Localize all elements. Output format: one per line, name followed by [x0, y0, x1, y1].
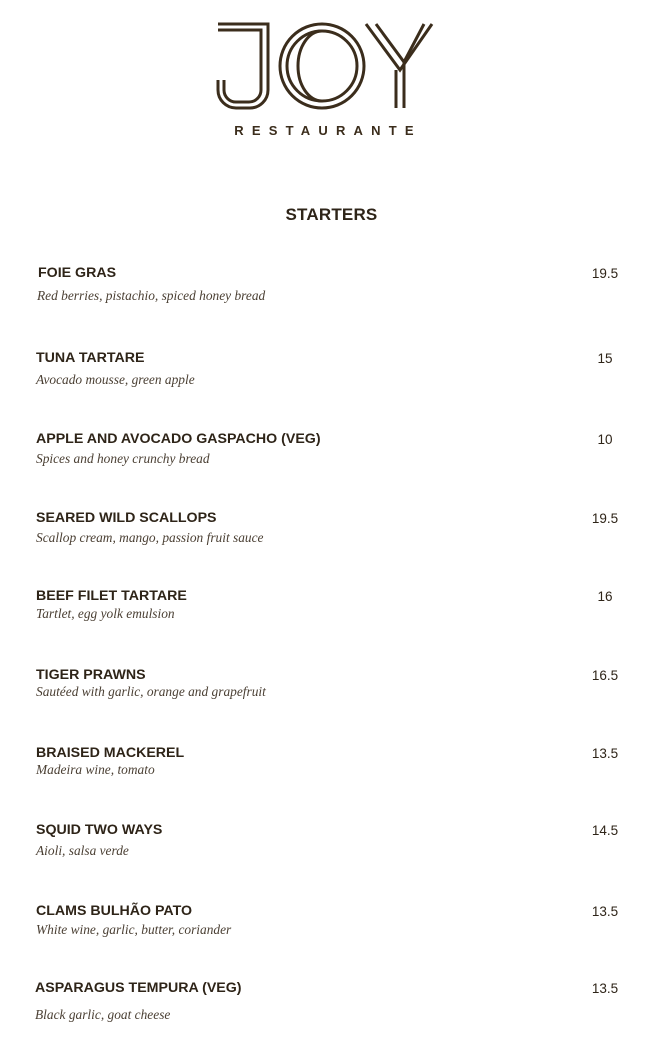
- menu-item: [0, 265, 663, 325]
- menu-item-description: Tartlet, egg yolk emulsion: [36, 606, 175, 621]
- menu-item-price: 19.5: [591, 266, 619, 281]
- menu-item-description: Scallop cream, mango, passion fruit sauce: [36, 530, 264, 545]
- joy-logo-wordmark: [214, 20, 436, 112]
- menu-item-price: 13.5: [591, 981, 619, 996]
- menu-item-description: Aioli, salsa verde: [36, 843, 129, 858]
- menu-item-description: Madeira wine, tomato: [36, 762, 155, 777]
- menu-item-name: BRAISED MACKEREL: [36, 745, 185, 761]
- menu-item-price: 13.5: [591, 904, 619, 919]
- menu-item-price: 16: [597, 589, 613, 604]
- menu-item-name: FOIE GRAS: [38, 265, 117, 281]
- menu-item: [0, 980, 663, 1040]
- menu-item-price: 16.5: [591, 668, 619, 683]
- menu-item-name: ASPARAGUS TEMPURA (VEG): [35, 980, 242, 996]
- menu-item-name: CLAMS BULHÃO PATO: [36, 903, 193, 919]
- menu-item-name: BEEF FILET TARTARE: [36, 588, 187, 604]
- menu-item-description: Red berries, pistachio, spiced honey bread: [37, 288, 266, 303]
- menu-item-name: TIGER PRAWNS: [36, 667, 146, 683]
- restaurant-logo: [0, 0, 663, 150]
- menu-item: [0, 822, 663, 882]
- menu-item-price: 15: [597, 351, 613, 366]
- menu-item-name: SEARED WILD SCALLOPS: [36, 510, 217, 526]
- menu-item: [0, 588, 663, 648]
- menu-item-description: Avocado mousse, green apple: [36, 372, 195, 387]
- menu-item: [0, 745, 663, 805]
- menu-item-name: TUNA TARTARE: [36, 350, 145, 366]
- menu-item-price: 13.5: [591, 746, 619, 761]
- menu-item-description: Black garlic, goat cheese: [35, 1007, 171, 1022]
- menu-item-price: 19.5: [591, 511, 619, 526]
- menu-item: [0, 431, 663, 491]
- logo-subtitle: RESTAURANTE: [234, 123, 422, 138]
- menu-item-description: Spices and honey crunchy bread: [36, 451, 210, 466]
- menu-item: [0, 510, 663, 570]
- menu-item: [0, 350, 663, 410]
- section-title: STARTERS: [285, 205, 378, 224]
- menu-item-price: 14.5: [591, 823, 619, 838]
- menu-item-price: 10: [597, 432, 613, 447]
- menu-item: [0, 667, 663, 727]
- menu-item-name: APPLE AND AVOCADO GASPACHO (VEG): [36, 431, 321, 447]
- menu-item: [0, 903, 663, 963]
- menu-item-description: White wine, garlic, butter, coriander: [36, 922, 232, 937]
- menu-item-name: SQUID TWO WAYS: [36, 822, 163, 838]
- menu-item-description: Sautéed with garlic, orange and grapefruit: [36, 684, 266, 699]
